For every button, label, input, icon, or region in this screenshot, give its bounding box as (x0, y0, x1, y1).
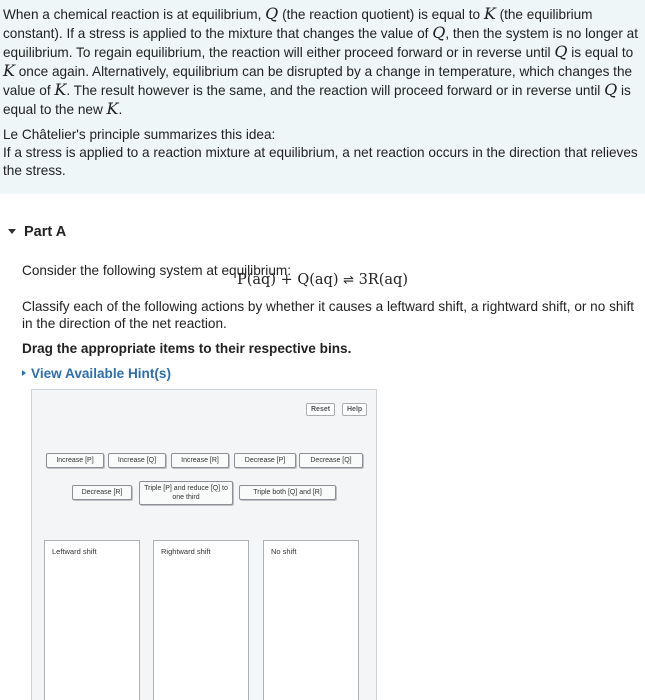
principle-statement: If a stress is applied to a reaction mixture at equilibrium, a net reaction occurs in the direction that relieves the stress. (3, 145, 638, 178)
draggable-item[interactable]: Increase [Q] (108, 453, 166, 468)
equilibrium-equation (0, 272, 645, 288)
drag-instruction: Drag the appropriate items to their respective bins. (22, 341, 352, 356)
view-hints-label: View Available Hint(s) (31, 366, 172, 381)
part-a-title: Part A (24, 224, 67, 240)
chevron-right-icon (22, 370, 26, 376)
intro-paragraph-1: When a chemical reaction is at equilibrium, Q (the reaction quotient) is equal to K (the equilibrium constant). If a stress is applied to the mixture that changes the value of Q, then the system is no longer at equilibrium. To regain equilibrium, the reaction will either proceed forward or in reverse until Q is equal to K once again. Alternatively, equilibrium can be disrupted by a change in temperature, which changes the value of K. The result however is the same, and the reaction will proceed forward or in reverse until Q is equal to the new K. (3, 4, 639, 118)
draggable-item[interactable]: Decrease [R] (72, 485, 132, 500)
equation-reactants: P(aq) + Q(aq) (236, 272, 339, 288)
reset-button[interactable]: Reset (306, 403, 335, 416)
bin-label: No shift (271, 547, 297, 556)
help-button[interactable]: Help (342, 403, 367, 416)
bin-label: Rightward shift (161, 547, 211, 556)
caret-down-icon (8, 229, 16, 234)
equation-products: 3R(aq) (358, 272, 408, 288)
draggable-item[interactable]: Increase [P] (46, 453, 104, 468)
part-a-header[interactable] (8, 224, 66, 240)
view-hints-link[interactable] (22, 366, 171, 381)
draggable-item[interactable]: Triple both [Q] and [R] (239, 485, 336, 500)
bin-no-shift[interactable] (263, 540, 359, 700)
draggable-item[interactable]: Triple [P] and reduce [Q] to one third (139, 481, 233, 505)
draggable-item[interactable]: Decrease [P] (234, 453, 296, 468)
bin-label: Leftward shift (52, 547, 97, 556)
intro-paragraph-2 (3, 126, 641, 180)
draggable-item[interactable]: Decrease [Q] (299, 453, 363, 468)
bin-leftward-shift[interactable] (44, 540, 140, 700)
intro-panel (0, 0, 645, 194)
question-prompt: Consider the following system at equilibrium: (22, 263, 291, 278)
principle-heading: Le Châtelier's principle summarizes this idea: (3, 127, 276, 142)
classify-text: Classify each of the following actions by whether it causes a leftward shift, a rightward shift, or no shift in the direction of the net reaction. (22, 299, 635, 331)
equilibrium-arrow-icon: ⇌ (343, 273, 354, 288)
bin-rightward-shift[interactable] (153, 540, 249, 700)
intro-text (3, 5, 641, 180)
draggable-item[interactable]: Increase [R] (171, 453, 229, 468)
